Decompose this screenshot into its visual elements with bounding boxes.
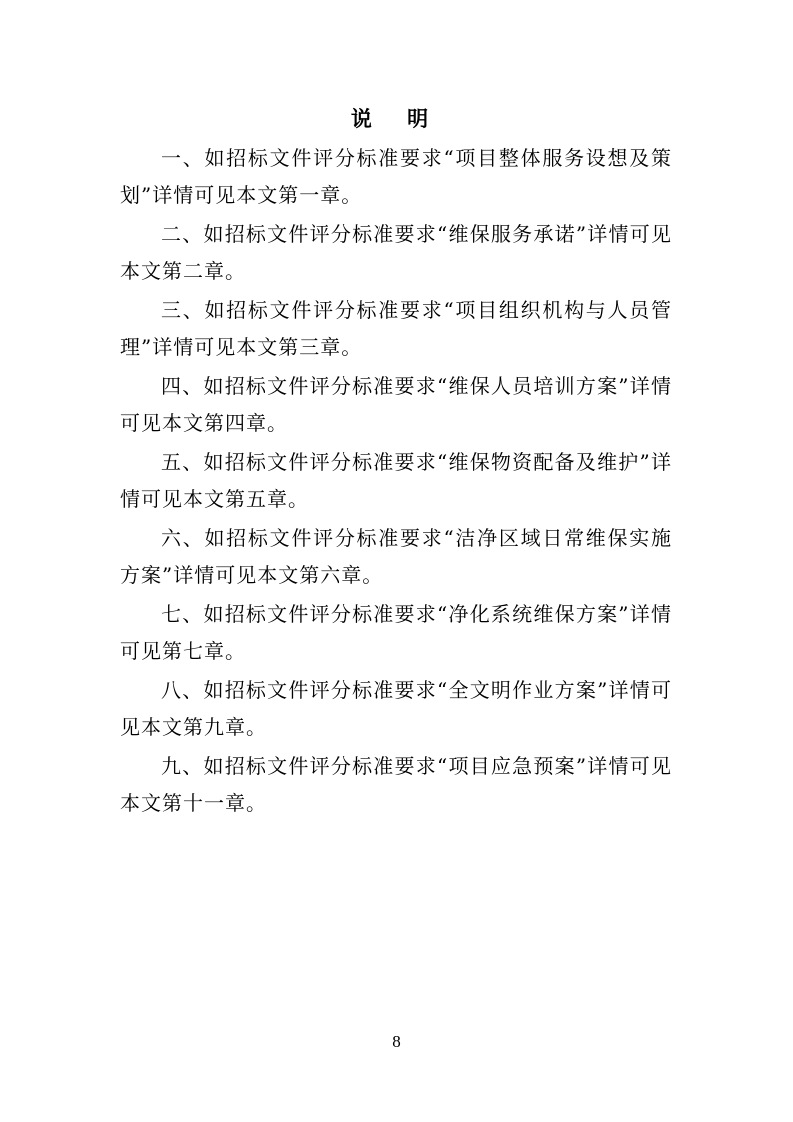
paragraph-1: 一、如招标文件评分标准要求“项目整体服务设想及策划”详情可见本文第一章。 bbox=[120, 146, 672, 207]
paragraph-3: 三、如招标文件评分标准要求“项目组织机构与人员管理”详情可见本文第三章。 bbox=[120, 298, 672, 359]
paragraph-5: 五、如招标文件评分标准要求“维保物资配备及维护”详情可见本文第五章。 bbox=[120, 450, 672, 511]
paragraph-2: 二、如招标文件评分标准要求“维保服务承诺”详情可见本文第二章。 bbox=[120, 222, 672, 283]
paragraph-6: 六、如招标文件评分标准要求“洁净区域日常维保实施方案”详情可见本文第六章。 bbox=[120, 526, 672, 587]
page-number: 8 bbox=[392, 1032, 401, 1051]
document-body bbox=[120, 140, 672, 824]
paragraph-9: 九、如招标文件评分标准要求“项目应急预案”详情可见本文第十一章。 bbox=[120, 754, 672, 815]
paragraph-7: 七、如招标文件评分标准要求“净化系统维保方案”详情可见第七章。 bbox=[120, 602, 672, 663]
paragraph-8: 八、如招标文件评分标准要求“全文明作业方案”详情可见本文第九章。 bbox=[120, 678, 672, 739]
paragraph-4: 四、如招标文件评分标准要求“维保人员培训方案”详情可见本文第四章。 bbox=[120, 374, 672, 435]
page-title: 说 明 bbox=[350, 106, 443, 131]
